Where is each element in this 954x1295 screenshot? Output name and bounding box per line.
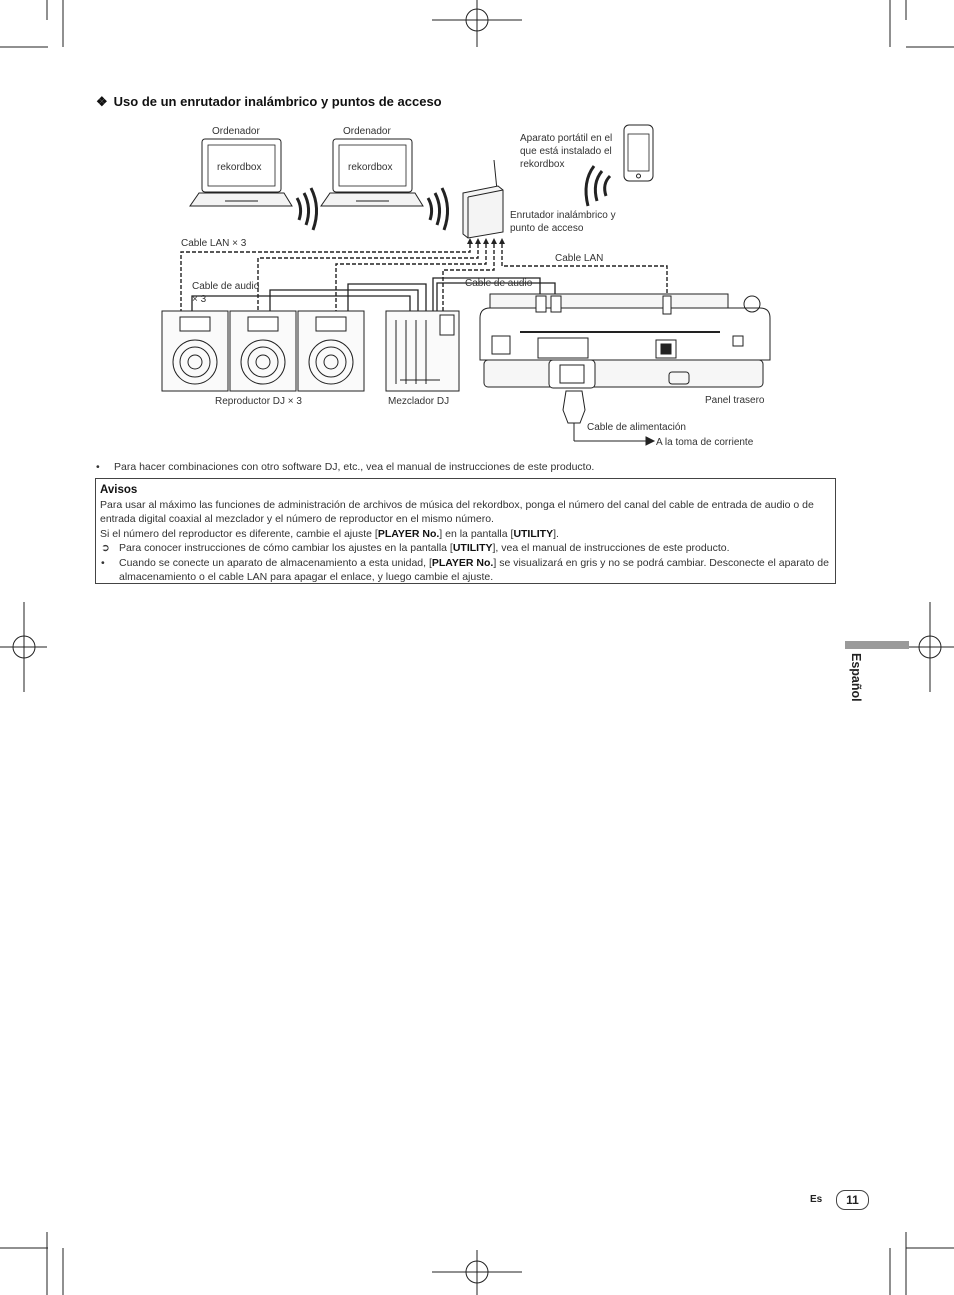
dj-mixer-icon [386, 311, 459, 391]
arrow-icon: ➲ [101, 542, 110, 554]
notes-bullet-item: • Cuando se conecte un aparato de almacenamiento a esta unidad, [PLAYER No.] se visualizará en gris y no se podrá cambiar. Desconecte el aparato de almacenamiento o el cable LAN para apagar el enlace, y luego cambie el ajuste. [101, 556, 829, 583]
section-title: ❖ Uso de un enrutador inalámbrico y puntos de acceso [96, 94, 442, 109]
notes-arrow-item: ➲ Para conocer instrucciones de cómo cambiar los ajustes en la pantalla [UTILITY], vea el manual de instrucciones de este producto. [101, 542, 730, 554]
bullet-icon: • [96, 461, 100, 473]
dj-player-label: Reproductor DJ × 3 [215, 396, 302, 407]
power-cable-label: Cable de alimentación [587, 422, 686, 433]
dj-mixer-label: Mezclador DJ [388, 396, 450, 407]
router-label: Enrutador inalámbrico y punto de acceso [510, 210, 616, 234]
notes-title: Avisos [100, 484, 138, 496]
rear-panel-icon [480, 294, 770, 388]
audio-cable-label: Cable de audio [465, 278, 533, 289]
lan-cable-x3-label: Cable LAN × 3 [181, 238, 247, 249]
notes-paragraph: Para usar al máximo las funciones de administración de archivos de música del rekordbox, ponga el número del canal del cable de entrada de audio o de entrada digital coaxial al mezclador y el número de reproductor en el mismo número. [100, 498, 814, 525]
lan-cable-label: Cable LAN [555, 253, 604, 264]
notes-paragraph: Si el número del reproductor es diferente, cambie el ajuste [PLAYER No.] en la pantalla [UTILITY]. [100, 527, 559, 540]
audio-cable-x3-label: Cable de audio × 3 [192, 281, 260, 305]
laptop-screen-text: rekordbox [217, 162, 262, 173]
connection-diagram [0, 0, 954, 460]
dj-player-icon [298, 311, 364, 391]
language-tab-bar [845, 641, 909, 649]
smartphone-icon [624, 125, 653, 181]
dj-player-icon [230, 311, 296, 391]
computer-label: Ordenador [343, 126, 391, 137]
notes-box [95, 478, 836, 584]
language-tab-label: Español [849, 653, 863, 702]
outlet-label: A la toma de corriente [656, 437, 754, 448]
language-code: Es [810, 1194, 823, 1205]
computer-label: Ordenador [212, 126, 260, 137]
portable-device-label: Aparato portátil en el que está instalado el rekordbox [520, 133, 613, 170]
rear-panel-label: Panel trasero [705, 395, 765, 406]
laptop-screen-text: rekordbox [348, 162, 393, 173]
power-cable [563, 391, 654, 445]
dj-player-icon [162, 311, 228, 391]
bullet-icon: • [101, 556, 105, 569]
page-number: 11 [836, 1190, 869, 1210]
bullet-note: • Para hacer combinaciones con otro software DJ, etc., vea el manual de instrucciones de este producto. [96, 461, 595, 473]
router-icon [463, 160, 503, 238]
diamond-icon: ❖ [96, 94, 108, 109]
